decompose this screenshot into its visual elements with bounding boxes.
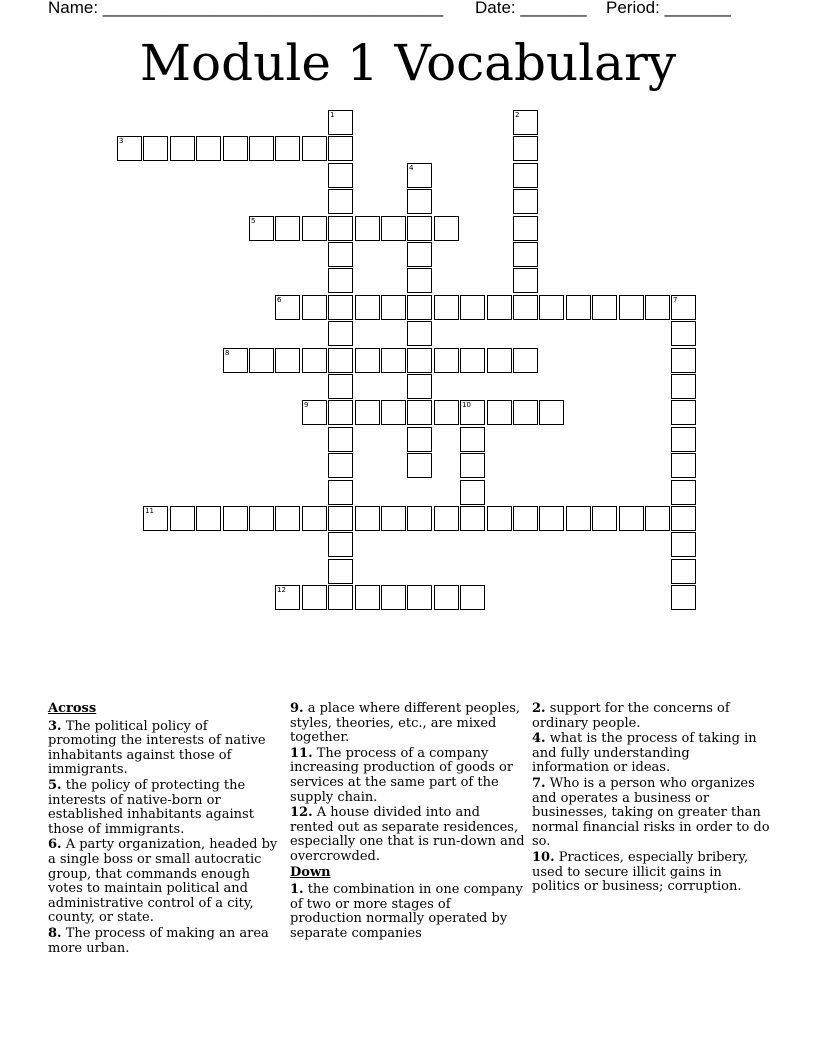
crossword-cell[interactable] bbox=[407, 453, 432, 478]
crossword-cell[interactable] bbox=[355, 295, 380, 320]
crossword-cell[interactable] bbox=[592, 295, 617, 320]
crossword-cell[interactable] bbox=[434, 295, 459, 320]
crossword-cell[interactable] bbox=[275, 216, 300, 241]
crossword-cell[interactable] bbox=[513, 348, 538, 373]
crossword-cell[interactable] bbox=[513, 136, 538, 161]
clue-number: 10 bbox=[462, 401, 471, 409]
crossword-cell[interactable] bbox=[671, 400, 696, 425]
crossword-cell[interactable] bbox=[328, 532, 353, 557]
crossword-cell[interactable] bbox=[407, 374, 432, 399]
crossword-cell[interactable] bbox=[328, 242, 353, 267]
crossword-cell[interactable] bbox=[407, 163, 432, 188]
clue-down-4: 4. what is the process of taking in and fully understanding information or ideas. bbox=[532, 731, 757, 776]
crossword-cell[interactable] bbox=[328, 427, 353, 452]
crossword-cell[interactable] bbox=[328, 110, 353, 135]
crossword-cell[interactable] bbox=[407, 585, 432, 610]
crossword-cell[interactable] bbox=[302, 216, 327, 241]
crossword-cell[interactable] bbox=[407, 242, 432, 267]
crossword-cell[interactable] bbox=[143, 506, 168, 531]
crossword-cell[interactable] bbox=[328, 374, 353, 399]
crossword-cell[interactable] bbox=[328, 559, 353, 584]
crossword-cell[interactable] bbox=[170, 136, 195, 161]
clue-number: 7 bbox=[673, 296, 678, 304]
crossword-cell[interactable] bbox=[566, 295, 591, 320]
crossword-cell[interactable] bbox=[539, 295, 564, 320]
crossword-cell[interactable] bbox=[460, 400, 485, 425]
crossword-cell[interactable] bbox=[328, 400, 353, 425]
clue-number: 1 bbox=[330, 111, 335, 119]
crossword-cell[interactable] bbox=[434, 506, 459, 531]
crossword-cell[interactable] bbox=[196, 506, 221, 531]
crossword-cell[interactable] bbox=[434, 348, 459, 373]
crossword-cell[interactable] bbox=[460, 453, 485, 478]
crossword-cell[interactable] bbox=[275, 585, 300, 610]
crossword-cell[interactable] bbox=[381, 400, 406, 425]
crossword-cell[interactable] bbox=[434, 585, 459, 610]
crossword-cell[interactable] bbox=[302, 295, 327, 320]
crossword-cell[interactable] bbox=[513, 400, 538, 425]
crossword-cell[interactable] bbox=[513, 268, 538, 293]
crossword-cell[interactable] bbox=[513, 163, 538, 188]
crossword-cell[interactable] bbox=[645, 295, 670, 320]
crossword-cell[interactable] bbox=[619, 295, 644, 320]
period-field[interactable]: Period: _______ bbox=[606, 0, 731, 17]
clue-across-9: 9. a place where different peoples, styles, theories, etc., are mixed together. bbox=[290, 701, 521, 746]
crossword-cell[interactable] bbox=[302, 348, 327, 373]
crossword-cell[interactable] bbox=[302, 136, 327, 161]
crossword-cell[interactable] bbox=[328, 506, 353, 531]
crossword-cell[interactable] bbox=[671, 348, 696, 373]
crossword-cell[interactable] bbox=[460, 585, 485, 610]
crossword-cell[interactable] bbox=[143, 136, 168, 161]
clue-number: 3 bbox=[119, 137, 124, 145]
crossword-cell[interactable] bbox=[513, 189, 538, 214]
crossword-cell[interactable] bbox=[671, 453, 696, 478]
crossword-cell[interactable] bbox=[381, 295, 406, 320]
crossword-cell[interactable] bbox=[355, 216, 380, 241]
clue-number: 4 bbox=[409, 164, 414, 172]
crossword-cell[interactable] bbox=[381, 348, 406, 373]
name-field[interactable]: Name: ____________________________________ bbox=[48, 0, 444, 17]
crossword-cell[interactable] bbox=[407, 348, 432, 373]
crossword-cell[interactable] bbox=[487, 400, 512, 425]
crossword-cell[interactable] bbox=[566, 506, 591, 531]
crossword-cell[interactable] bbox=[487, 295, 512, 320]
crossword-cell[interactable] bbox=[407, 295, 432, 320]
crossword-cell[interactable] bbox=[328, 189, 353, 214]
crossword-cell[interactable] bbox=[407, 427, 432, 452]
crossword-cell[interactable] bbox=[407, 321, 432, 346]
crossword-cell[interactable] bbox=[328, 295, 353, 320]
crossword-cell[interactable] bbox=[513, 295, 538, 320]
crossword-cell[interactable] bbox=[619, 506, 644, 531]
crossword-cell[interactable] bbox=[249, 506, 274, 531]
crossword-cell[interactable] bbox=[671, 506, 696, 531]
crossword-cell[interactable] bbox=[328, 453, 353, 478]
clue-number: 8 bbox=[225, 349, 230, 357]
crossword-cell[interactable] bbox=[671, 374, 696, 399]
crossword-cell[interactable] bbox=[671, 480, 696, 505]
crossword-cell[interactable] bbox=[513, 110, 538, 135]
crossword-cell[interactable] bbox=[434, 400, 459, 425]
clue-across-11: 11. The process of a company increasing production of goods or services at the same part of the supply chain. bbox=[290, 745, 514, 805]
crossword-cell[interactable] bbox=[302, 506, 327, 531]
crossword-cell[interactable] bbox=[671, 559, 696, 584]
crossword-cell[interactable] bbox=[513, 506, 538, 531]
clue-across-12: 12. A house divided into and rented out as separate residences, especially one that is run-down and overcrowded. bbox=[290, 805, 525, 864]
clue-across-3: 3. The political policy of promoting the interests of native inhabitants against those of immigrants. bbox=[48, 718, 266, 778]
clue-down-2: 2. support for the concerns of ordinary people. bbox=[532, 701, 730, 731]
crossword-cell[interactable] bbox=[302, 400, 327, 425]
crossword-cell[interactable] bbox=[275, 136, 300, 161]
date-field[interactable]: Date: _______ bbox=[475, 0, 587, 17]
down-heading: Down bbox=[290, 864, 331, 880]
crossword-cell[interactable] bbox=[249, 136, 274, 161]
crossword-cell[interactable] bbox=[460, 506, 485, 531]
clue-across-5: 5. the policy of protecting the interests of native-born or established inhabitants against those of immigrants. bbox=[48, 777, 254, 837]
crossword-cell[interactable] bbox=[513, 242, 538, 267]
crossword-cell[interactable] bbox=[355, 506, 380, 531]
crossword-cell[interactable] bbox=[460, 348, 485, 373]
crossword-cell[interactable] bbox=[302, 585, 327, 610]
crossword-cell[interactable] bbox=[275, 295, 300, 320]
clue-number: 2 bbox=[515, 111, 520, 119]
crossword-cell[interactable] bbox=[407, 506, 432, 531]
crossword-cell[interactable] bbox=[434, 216, 459, 241]
crossword-cell[interactable] bbox=[355, 400, 380, 425]
crossword-cell[interactable] bbox=[117, 136, 142, 161]
clue-number: 12 bbox=[277, 586, 286, 594]
crossword-cell[interactable] bbox=[328, 163, 353, 188]
crossword-cell[interactable] bbox=[592, 506, 617, 531]
crossword-cell[interactable] bbox=[223, 348, 248, 373]
crossword-cell[interactable] bbox=[671, 295, 696, 320]
crossword-cell[interactable] bbox=[487, 348, 512, 373]
crossword-cell[interactable] bbox=[275, 348, 300, 373]
crossword-cell[interactable] bbox=[249, 348, 274, 373]
clues-column-3 bbox=[532, 702, 770, 896]
crossword-cell[interactable] bbox=[249, 216, 274, 241]
crossword-cell[interactable] bbox=[671, 532, 696, 557]
clue-across-8: 8. The process of making an area more urban. bbox=[48, 925, 269, 956]
crossword-cell[interactable] bbox=[170, 506, 195, 531]
crossword-cell[interactable] bbox=[381, 216, 406, 241]
crossword-cell[interactable] bbox=[487, 506, 512, 531]
clue-number: 6 bbox=[277, 296, 282, 304]
crossword-cell[interactable] bbox=[328, 321, 353, 346]
crossword-cell[interactable] bbox=[328, 268, 353, 293]
crossword-cell[interactable] bbox=[223, 506, 248, 531]
crossword-cell[interactable] bbox=[275, 506, 300, 531]
crossword-cell[interactable] bbox=[355, 585, 380, 610]
crossword-cell[interactable] bbox=[407, 268, 432, 293]
across-heading: Across bbox=[48, 701, 97, 716]
crossword-cell[interactable] bbox=[381, 506, 406, 531]
crossword-cell[interactable] bbox=[355, 348, 380, 373]
crossword-cell[interactable] bbox=[407, 189, 432, 214]
crossword-cell[interactable] bbox=[328, 348, 353, 373]
crossword-cell[interactable] bbox=[460, 427, 485, 452]
clues-column-2 bbox=[290, 702, 526, 943]
crossword-cell[interactable] bbox=[407, 400, 432, 425]
crossword-cell[interactable] bbox=[460, 480, 485, 505]
clue-down-7: 7. Who is a person who organizes and operates a business or businesses, taking on greater than normal financial risks in order to do so. bbox=[532, 775, 770, 850]
clue-down-1: 1. the combination in one company of two or more stages of production normally operated by separate companies bbox=[290, 882, 523, 941]
clue-down-10: 10. Practices, especially bribery, used to secure illicit gains in politics or business; corruption. bbox=[532, 849, 749, 895]
crossword-cell[interactable] bbox=[196, 136, 221, 161]
crossword-cell[interactable] bbox=[328, 216, 353, 241]
clue-number: 11 bbox=[145, 507, 154, 515]
crossword-cell[interactable] bbox=[381, 585, 406, 610]
crossword-cell[interactable] bbox=[671, 585, 696, 610]
crossword-cell[interactable] bbox=[223, 136, 248, 161]
crossword-cell[interactable] bbox=[539, 400, 564, 425]
clue-number: 5 bbox=[251, 217, 256, 225]
crossword-cell[interactable] bbox=[513, 216, 538, 241]
page-title: Module 1 Vocabulary bbox=[139, 34, 677, 92]
crossword-cell[interactable] bbox=[460, 295, 485, 320]
clues-column-1 bbox=[48, 702, 280, 957]
crossword-cell[interactable] bbox=[407, 216, 432, 241]
crossword-cell[interactable] bbox=[671, 321, 696, 346]
crossword-cell[interactable] bbox=[539, 506, 564, 531]
clue-across-6: 6. A party organization, headed by a single boss or small autocratic group, that commands enough votes to maintain political and administrative control of a city, county, or state. bbox=[48, 837, 278, 926]
crossword-cell[interactable] bbox=[328, 480, 353, 505]
crossword-cell[interactable] bbox=[328, 585, 353, 610]
crossword-cell[interactable] bbox=[328, 136, 353, 161]
crossword-cell[interactable] bbox=[645, 506, 670, 531]
crossword-cell[interactable] bbox=[671, 427, 696, 452]
clue-number: 9 bbox=[304, 401, 309, 409]
